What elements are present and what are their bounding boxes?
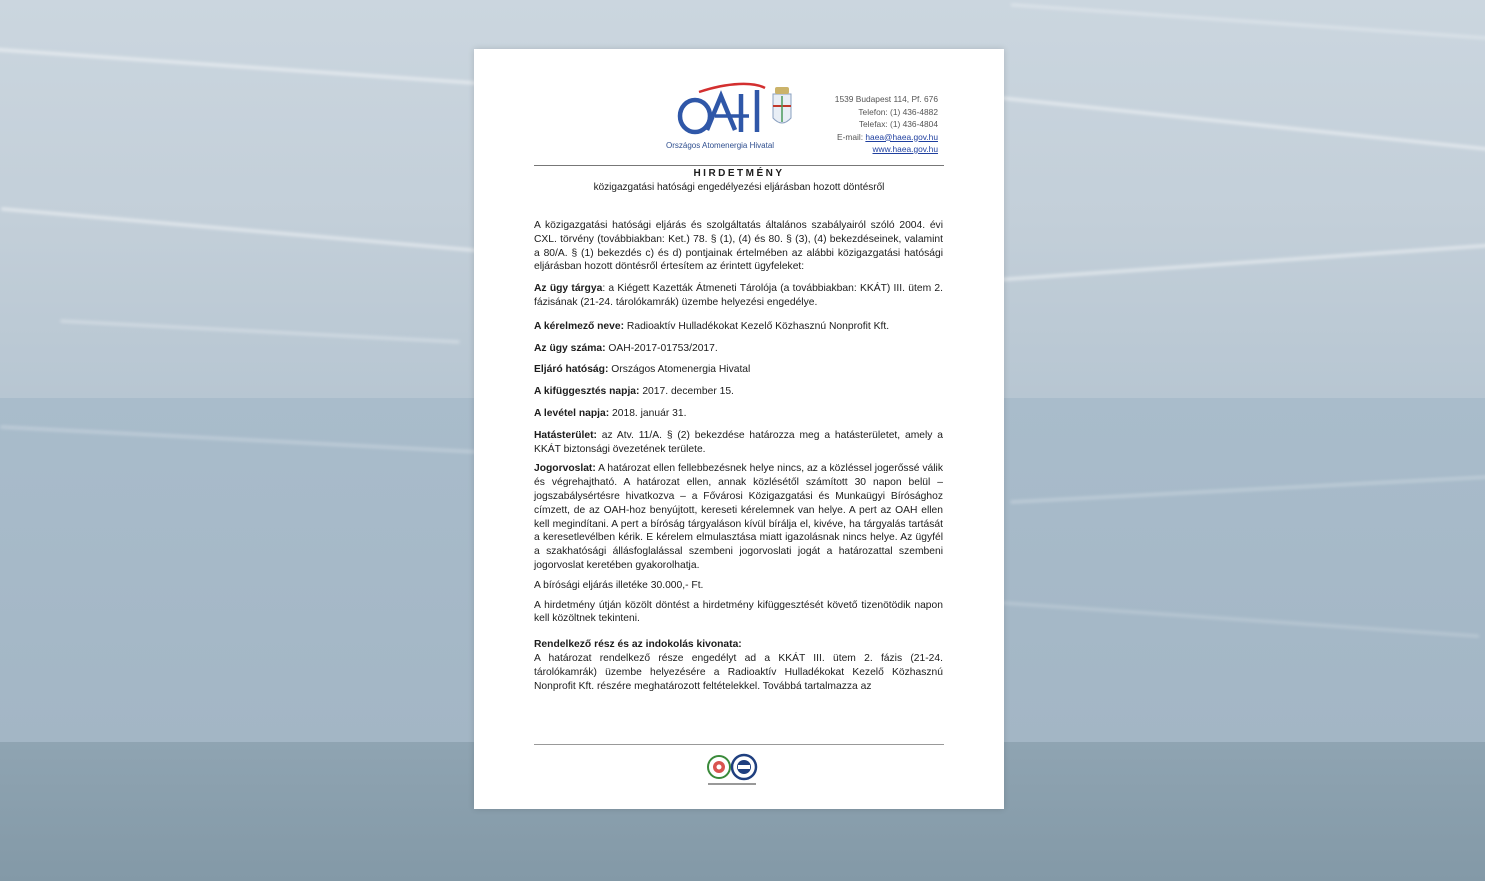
field-value: 2018. január 31. — [609, 407, 687, 419]
oah-logo-mark — [669, 82, 809, 142]
phone: Telefon: (1) 436-4882 — [858, 106, 938, 117]
field-label: A kifüggesztés napja: — [534, 386, 640, 398]
field-removal-date — [534, 407, 943, 421]
field-value: Országos Atomenergia Hivatal — [608, 364, 751, 376]
field-value: 2017. december 15. — [639, 386, 734, 398]
email-link[interactable]: haea@haea.gov.hu — [865, 131, 938, 142]
section-paragraph: A határozat rendelkező része engedélyt ad a KKÁT III. ütem 2. fázis (21-24. tárolókamrák) üzembe helyezésére a Radioaktív Hulladékokat Kezelő Közhasznú Nonprofit Kft. részére meghatározott feltételekkel. Továbbá tartalmazza az — [534, 652, 943, 692]
section-heading: Rendelkező rész és az indokolás kivonata: — [534, 639, 742, 651]
field-label: Az ügy száma: — [534, 342, 606, 354]
field-label: Eljáró hatóság: — [534, 364, 609, 376]
postal-address: 1539 Budapest 114, Pf. 676 — [834, 94, 938, 104]
address-block — [835, 93, 938, 156]
field-applicant — [534, 320, 943, 334]
field-posting-date — [534, 385, 943, 399]
field-authority — [534, 363, 943, 377]
intro-paragraph: A közigazgatási hatósági eljárás és szolgáltatás általános szabályairól szóló 2004. évi CXL. törvény (továbbiakban: Ket.) 78. § (1), (4) és 80. § (3), (4) bekezdéseinek, valamint a 80/A. § (1) bekezdés c) és d) pontjainak értelmében az alábbi közigazgatási hatósági eljárásban hozott döntésről értesítem az érintett ügyfeleket: — [534, 220, 943, 273]
iso-certification-icon — [732, 755, 756, 779]
fee-paragraph: A bírósági eljárás illetéke 30.000,- Ft. — [534, 579, 704, 591]
field-value: Radioaktív Hulladékokat Kezelő Közhasznú Nonprofit Kft. — [624, 320, 890, 332]
document-page — [474, 49, 1004, 809]
field-value: az Atv. 11/A. § (2) bekezdése határozza meg a hatásterületet, amely a KKÁT biztonsági övezetének területe. — [534, 429, 943, 455]
footer-divider — [534, 744, 944, 745]
field-label: A kérelmező neve: — [534, 320, 625, 332]
document-subtitle: közigazgatási hatósági engedélyezési eljárásban hozott döntésről — [593, 182, 885, 193]
email-label: E-mail: — [836, 131, 864, 142]
field-subject — [534, 282, 943, 310]
logo-caption: Országos Atomenergia Hivatal — [666, 141, 775, 150]
field-label: Hatásterület: — [534, 429, 597, 441]
field-label: A levétel napja: — [534, 407, 610, 419]
field-value: A határozat ellen fellebbezésnek helye nincs, az a közléssel jogerőssé válik és végrehajtható. A határozat ellen, annak közlésétől számított 30 napon belül – jogszabálysértésre hivatkozva – a Fővárosi Közigazgatási és Munkaügyi Bírósághoz címzett, de az OAH-hoz benyújtott, kereseti kérelemnek van helye. A pert az OAH ellen kell megindítani. A pert a bíróság tárgyaláson kívül bírálja el, kivéve, ha tárgyalás tartását a keresetlevélben kérik. E kérelem elmulasztása miatt igazolásnak nincs helye. Az ügyfél a szakhatósági állásfoglalással szembeni jogorvoslati jogát a határozattal szembeni jogorvoslat keretében gyakorolhatja. — [534, 463, 943, 571]
field-label: Az ügy tárgya — [534, 283, 603, 295]
field-value: : a Kiégett Kazetták Átmeneti Tárolója (a továbbiakban: KKÁT) III. ütem 2. fázisának (21-24. tárolókamrák) üzembe helyezési engedélye. — [534, 283, 943, 308]
field-label: Jogorvoslat: — [534, 463, 596, 475]
fax: Telefax: (1) 436-4804 — [858, 119, 938, 129]
email-line — [835, 131, 938, 144]
field-affected-area — [534, 429, 943, 457]
document-body — [534, 219, 943, 693]
notice-paragraph: A hirdetmény útján közölt döntést a hirdetmény kifüggesztését követő tizenötödik napon kell közöltnek tekinteni. — [534, 599, 943, 625]
header-divider — [534, 165, 944, 166]
oah-logo — [666, 82, 809, 154]
certification-badges — [704, 749, 764, 791]
field-legal-remedy — [534, 462, 943, 572]
field-case-number — [534, 342, 943, 356]
field-value: OAH-2017-01753/2017. — [605, 342, 718, 354]
quality-certification-icon — [708, 756, 730, 778]
document-title: HIRDETMÉNY — [693, 168, 785, 179]
coat-of-arms-icon — [773, 87, 791, 123]
web-link[interactable]: www.haea.gov.hu — [872, 144, 938, 154]
